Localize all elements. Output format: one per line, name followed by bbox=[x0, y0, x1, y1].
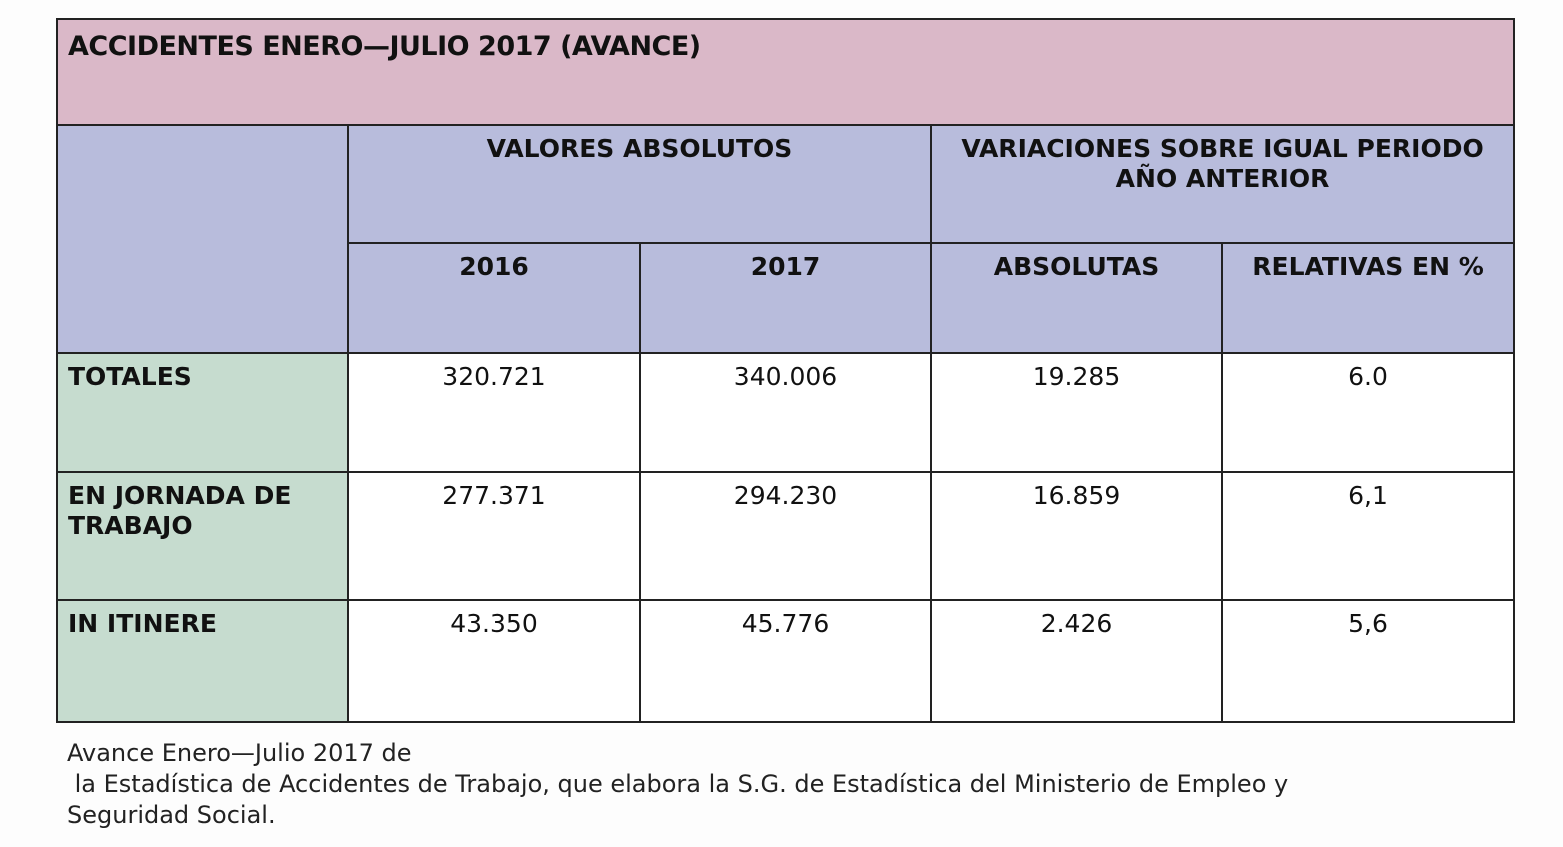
footnote-line: Avance Enero—Julio 2017 de bbox=[67, 739, 412, 767]
row-label: TOTALES bbox=[57, 353, 348, 472]
accidents-table bbox=[56, 18, 1515, 723]
cell-value-2016: 277.371 bbox=[348, 472, 640, 600]
table-row-itinere bbox=[57, 600, 1514, 722]
footnote-line: la Estadística de Accidentes de Trabajo, que elabora la S.G. de Estadística del Ministerio de Empleo y bbox=[67, 770, 1289, 798]
cell-value-2017: 45.776 bbox=[640, 600, 931, 722]
row-label: EN JORNADA DE TRABAJO bbox=[57, 472, 348, 600]
cell-value-2016: 320.721 bbox=[348, 353, 640, 472]
cell-value-relativas: 5,6 bbox=[1222, 600, 1514, 722]
header-variaciones: VARIACIONES SOBRE IGUAL PERIODO AÑO ANTERIOR bbox=[931, 125, 1514, 243]
header-absolutas: ABSOLUTAS bbox=[931, 243, 1222, 353]
cell-value-relativas: 6.0 bbox=[1222, 353, 1514, 472]
source-footnote bbox=[67, 738, 1507, 831]
cell-value-absolutas: 16.859 bbox=[931, 472, 1222, 600]
header-2016: 2016 bbox=[348, 243, 640, 353]
cell-value-absolutas: 19.285 bbox=[931, 353, 1222, 472]
header-relativas: RELATIVAS EN % bbox=[1222, 243, 1514, 353]
table-title: ACCIDENTES ENERO—JULIO 2017 (AVANCE) bbox=[57, 19, 1514, 125]
footnote-line: Seguridad Social. bbox=[67, 801, 276, 829]
header-corner-cell bbox=[57, 125, 348, 353]
cell-value-absolutas: 2.426 bbox=[931, 600, 1222, 722]
header-valores-absolutos: VALORES ABSOLUTOS bbox=[348, 125, 931, 243]
table-row-totales bbox=[57, 353, 1514, 472]
cell-value-2017: 294.230 bbox=[640, 472, 931, 600]
table-row-jornada bbox=[57, 472, 1514, 600]
cell-value-relativas: 6,1 bbox=[1222, 472, 1514, 600]
header-2017: 2017 bbox=[640, 243, 931, 353]
cell-value-2016: 43.350 bbox=[348, 600, 640, 722]
cell-value-2017: 340.006 bbox=[640, 353, 931, 472]
row-label: IN ITINERE bbox=[57, 600, 348, 722]
